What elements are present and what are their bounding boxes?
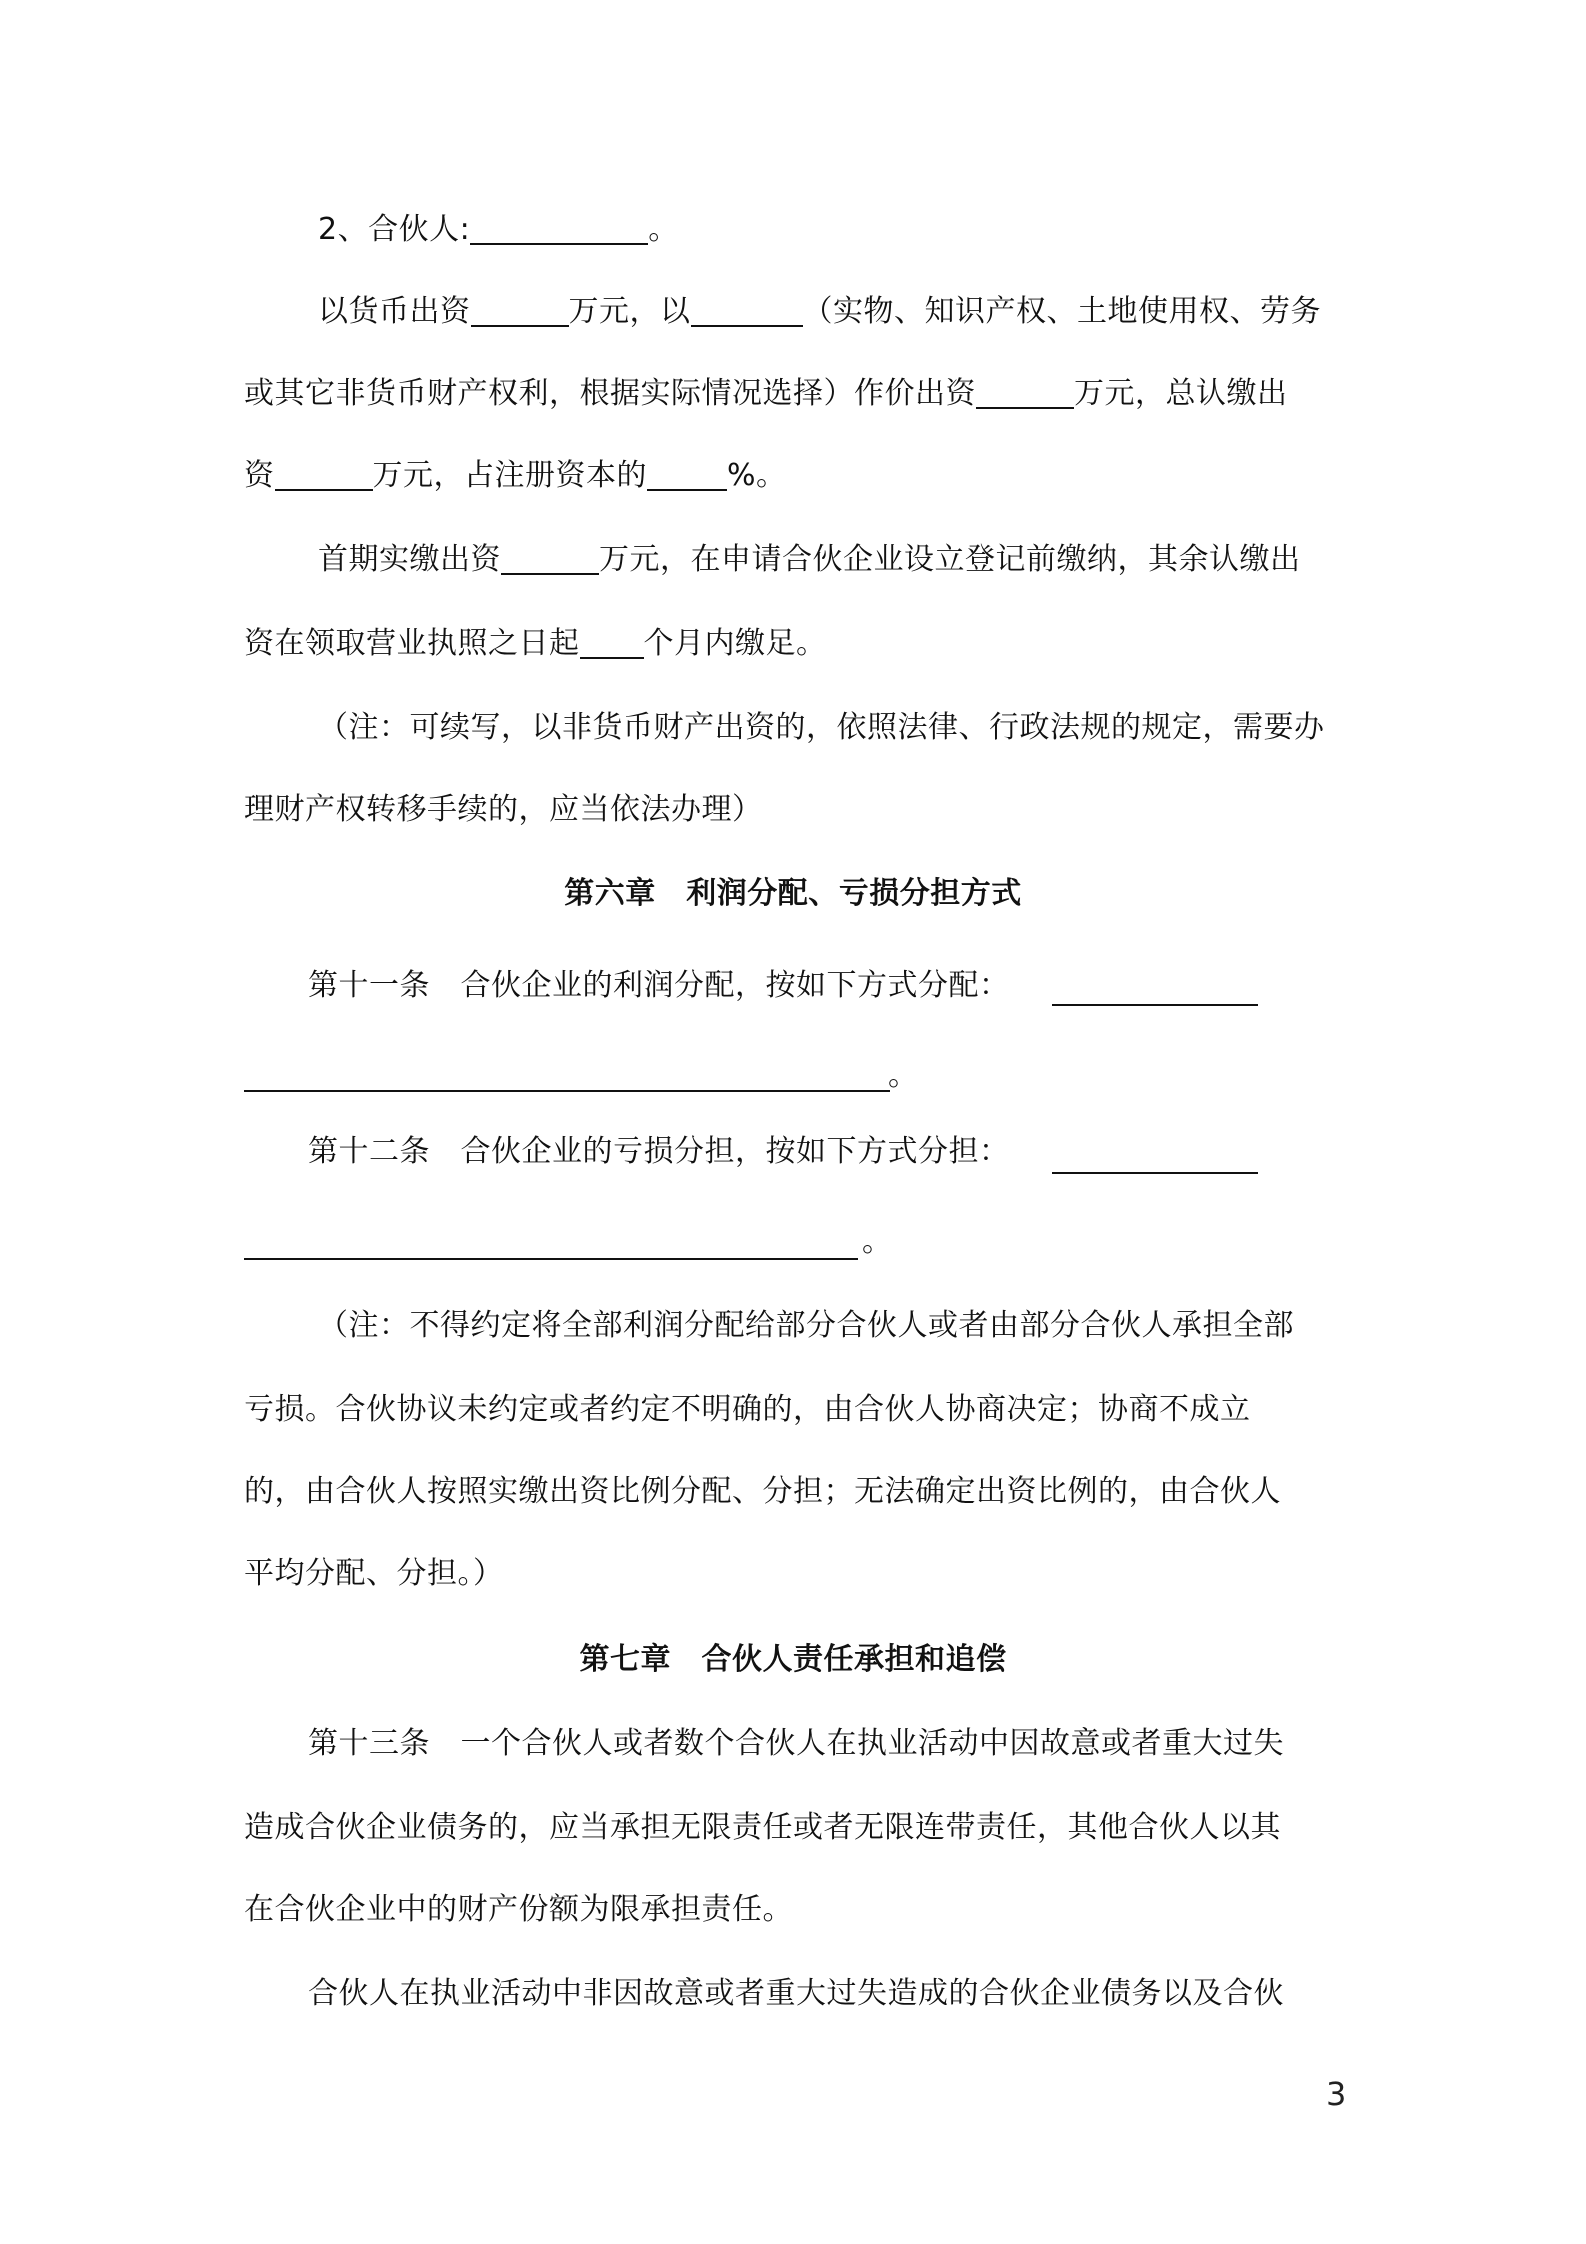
partner-name-blank[interactable] (470, 213, 648, 245)
text: %。 (727, 458, 787, 493)
punct: 。 (648, 212, 679, 247)
text: 资 (244, 458, 275, 493)
partner2-line (318, 210, 679, 250)
valuation-amount-blank[interactable] (976, 377, 1074, 409)
text: 万元，以 (568, 294, 691, 329)
contribution-line-3 (244, 456, 787, 496)
article-12-blank-2[interactable] (244, 1258, 858, 1260)
months-blank[interactable] (580, 627, 644, 659)
paragraph-2-line-1: 合伙人在执业活动中非因故意或者重大过失造成的合伙企业债务以及合伙 (308, 1976, 1284, 2011)
initial-payment-line (318, 540, 1301, 580)
note-line-2: 理财产权转移手续的，应当依法办理） (244, 792, 763, 827)
note-2-line-2: 亏损。合伙协议未约定或者约定不明确的，由合伙人协商决定；协商不成立 (244, 1392, 1251, 1427)
text: 首期实缴出资 (318, 542, 501, 577)
total-amount-blank[interactable] (275, 459, 373, 491)
article-13-line-3: 在合伙企业中的财产份额为限承担责任。 (244, 1892, 793, 1927)
text: 资在领取营业执照之日起 (244, 626, 580, 661)
article-12-blank-1[interactable] (1052, 1172, 1258, 1174)
article-11: 第十一条 合伙企业的利润分配，按如下方式分配： (308, 968, 1010, 1003)
note-2-line-3: 的，由合伙人按照实缴出资比例分配、分担；无法确定出资比例的，由合伙人 (244, 1474, 1281, 1509)
note-line-1: （注：可续写，以非货币财产出资的，依照法律、行政法规的规定，需要办 (318, 710, 1325, 745)
text: 万元，占注册资本的 (372, 458, 647, 493)
article-11-blank-2[interactable] (244, 1090, 890, 1092)
chapter-6-heading: 第六章 利润分配、亏损分担方式 (564, 876, 1022, 911)
article-12: 第十二条 合伙企业的亏损分担，按如下方式分担： (308, 1134, 1010, 1169)
asset-type-blank[interactable] (691, 295, 803, 327)
text: 万元，在申请合伙企业设立登记前缴纳，其余认缴出 (599, 542, 1301, 577)
text: 万元，总认缴出 (1074, 376, 1288, 411)
text: （实物、知识产权、土地使用权、劳务 (802, 294, 1321, 329)
percentage-blank[interactable] (647, 459, 727, 491)
payment-deadline-line (244, 624, 827, 664)
initial-amount-blank[interactable] (501, 543, 599, 575)
article-11-end: 。 (888, 1058, 919, 1093)
contribution-line-2 (244, 374, 1288, 414)
contribution-line-1 (318, 292, 1321, 332)
article-13-line-1: 第十三条 一个合伙人或者数个合伙人在执业活动中因故意或者重大过失 (308, 1726, 1284, 1761)
note-2-line-1: （注：不得约定将全部利润分配给部分合伙人或者由部分合伙人承担全部 (318, 1308, 1294, 1343)
text: 以货币出资 (318, 294, 471, 329)
partner2-label: 2、合伙人: (318, 212, 471, 247)
chapter-7-heading: 第七章 合伙人责任承担和追偿 (579, 1642, 1007, 1677)
article-12-end: 。 (862, 1224, 893, 1259)
text: 或其它非货币财产权利，根据实际情况选择）作价出资 (244, 376, 976, 411)
article-11-blank-1[interactable] (1052, 1004, 1258, 1006)
currency-amount-blank[interactable] (471, 295, 569, 327)
article-13-line-2: 造成合伙企业债务的，应当承担无限责任或者无限连带责任，其他合伙人以其 (244, 1810, 1281, 1845)
note-2-line-4: 平均分配、分担。） (244, 1556, 504, 1591)
text: 个月内缴足。 (643, 626, 827, 661)
page-number: 3 (1326, 2075, 1347, 2113)
